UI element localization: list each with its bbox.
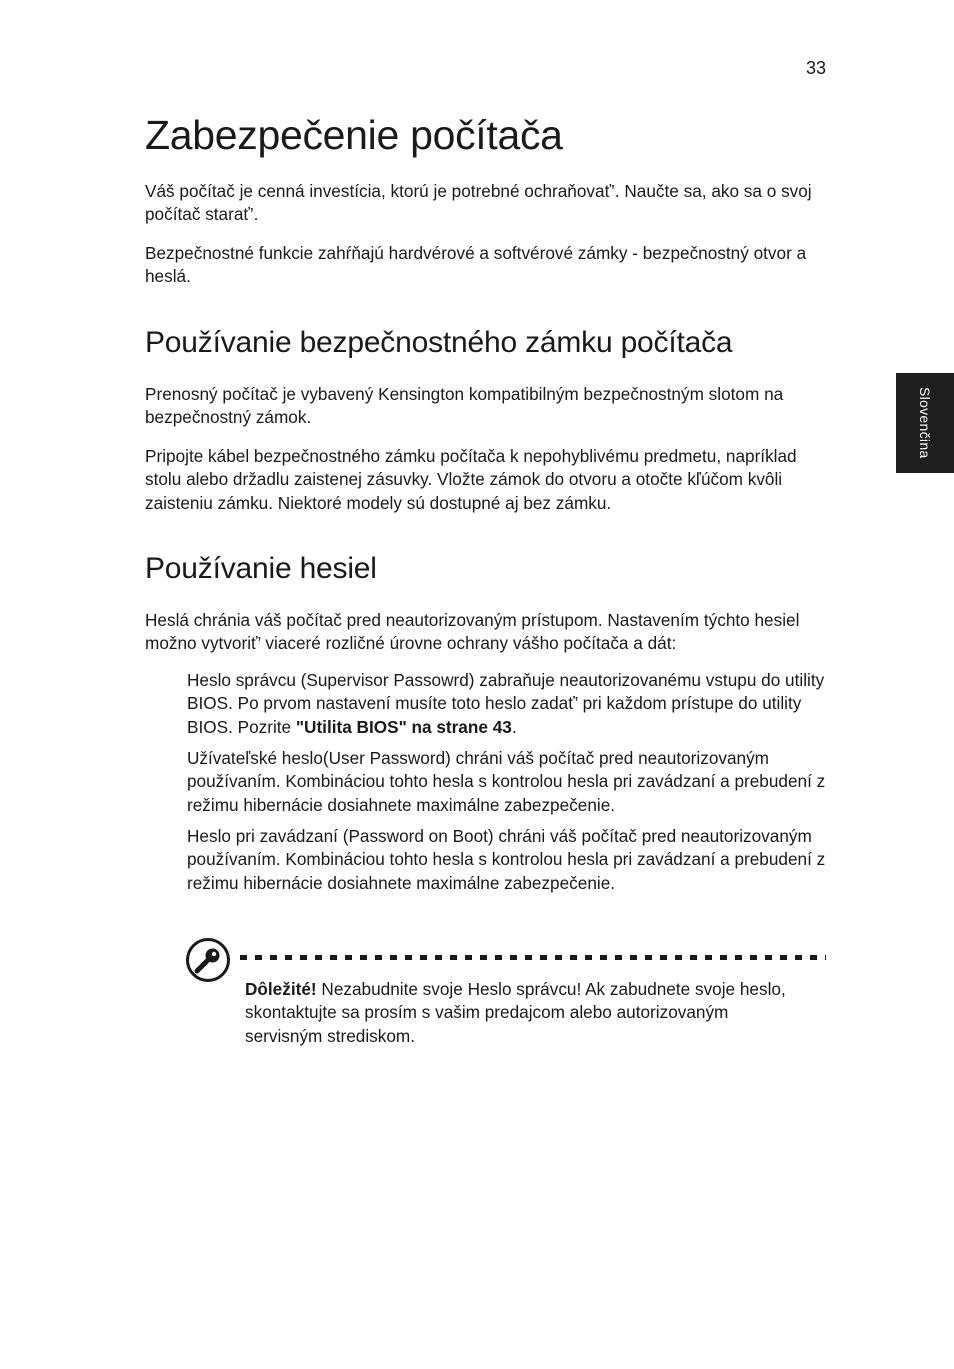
page-number: 33 <box>806 58 827 78</box>
intro-paragraph-1: Váš počítač je cenná investícia, ktorú je potrebné ochraňovať’. Naučte sa, ako sa o svoj počítač starať’. <box>145 181 812 225</box>
intro-paragraph-2: Bezpečnostné funkcie zahŕňajú hardvérové a softvérové zámky - bezpečnostný otvor a heslá. <box>145 243 807 287</box>
section-heading-passwords: Používanie hesiel <box>145 552 377 585</box>
supervisor-text-end: . <box>511 716 517 737</box>
passwords-intro: Heslá chránia váš počítač pred neautorizovaným prístupom. Nastavením týchto hesiel možno vytvoriť’ viaceré rozličné úrovne ochrany vášho počítača a dát: <box>145 610 800 654</box>
important-note <box>245 978 805 1048</box>
lock-paragraph-1: Prenosný počítač je vybavený Kensington kompatibilným bezpečnostným slotom na bezpečnostný zámok. <box>145 384 784 428</box>
password-item-user: Užívateľské heslo(User Password) chráni váš počítač pred neautorizovaným používaním. Kombináciou tohto hesla s kontrolou hesla pri zavádzaní a prebudení z režimu hibernácie dosiahnete maximálne zabezpečenie. <box>187 748 826 815</box>
important-label: Dôležité! <box>245 979 317 999</box>
section-heading-lock: Používanie bezpečnostného zámku počítača <box>145 326 733 359</box>
language-label: Slovenčina <box>917 387 933 459</box>
language-side-tab <box>896 373 954 473</box>
supervisor-text: Heslo správcu (Supervisor Passowrd) zabraňuje neautorizovanému vstupu do utility BIOS. Po prvom nastavení musíte toto heslo zadať’ pri každom prístupe do utility BIOS. Pozrite <box>187 670 825 737</box>
password-item-supervisor <box>187 669 837 739</box>
lock-paragraph-2: Pripojte kábel bezpečnostného zámku počítača k nepohyblivému predmetu, napríklad stolu alebo držadlu zaistenej zásuvky. Vložte zámok do otvoru a otočte kľúčom kvôli zaisteniu zámku. Niektoré modely sú dostupné aj bez zámku. <box>145 446 797 513</box>
password-item-boot: Heslo pri zavádzaní (Password on Boot) chráni váš počítač pred neautorizovaným používaním. Kombináciou tohto hesla s kontrolou hesla pri zavádzaní a prebudení z režimu hibernácie dosiahnete maximálne zabezpečenie. <box>187 826 826 893</box>
page-title: Zabezpečenie počítača <box>145 112 563 158</box>
bios-cross-reference: "Utilita BIOS" na strane 43 <box>295 716 512 737</box>
important-text: Nezabudnite svoje Heslo správcu! Ak zabudnete svoje heslo, skontaktujte sa prosím s vašim predajcom alebo autorizovaným servisným strediskom. <box>245 979 786 1046</box>
note-divider <box>240 955 826 961</box>
key-icon <box>185 937 231 983</box>
